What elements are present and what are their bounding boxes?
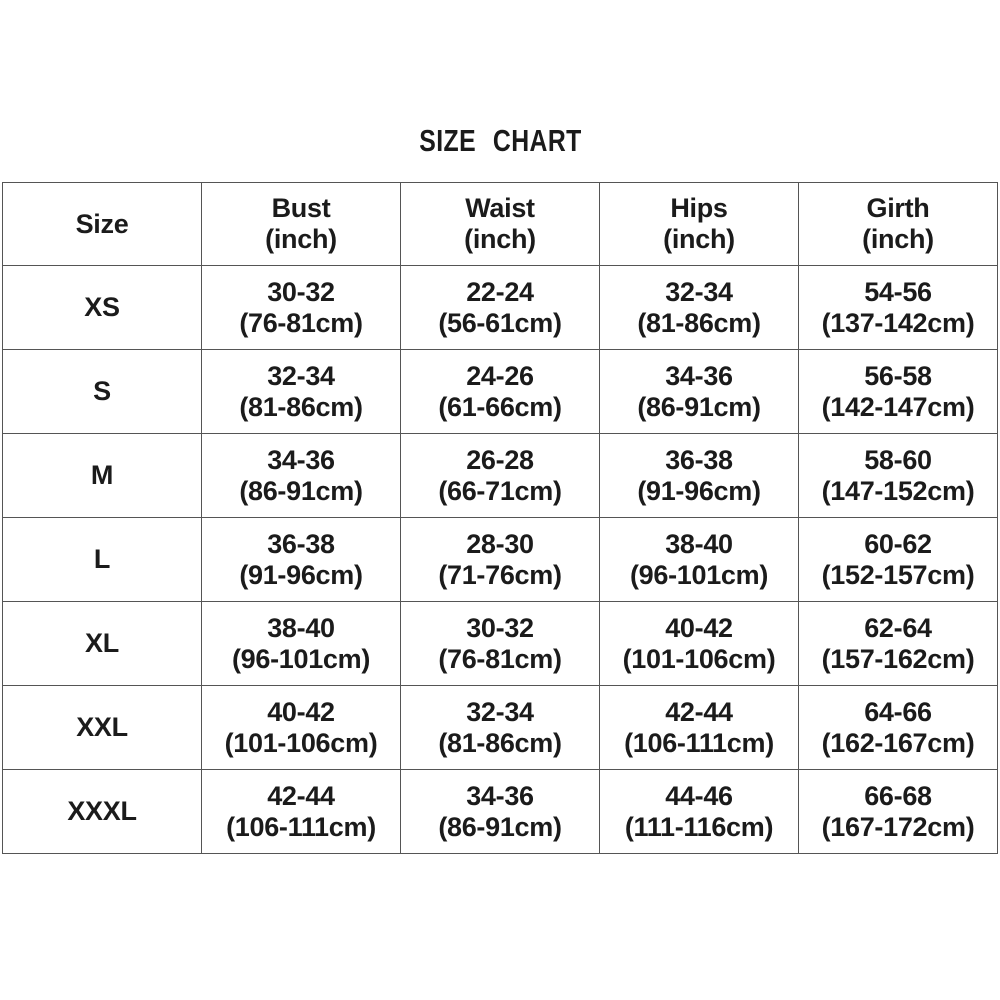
hips-inch-range: 42-44: [665, 696, 733, 727]
size-label: XL: [85, 628, 119, 658]
table-row: [3, 434, 998, 518]
size-chart-table: [2, 182, 998, 854]
table-header: [3, 183, 998, 266]
waist-inch-range: 34-36: [466, 780, 534, 811]
girth-inch-range: 62-64: [864, 612, 932, 643]
girth-inch-range: 64-66: [864, 696, 932, 727]
size-cell: [3, 350, 202, 434]
hips-cell: [600, 350, 799, 434]
hips-cm-range: (96-101cm): [629, 559, 769, 590]
hips-inch-range: 32-34: [665, 276, 733, 307]
girth-cell: [799, 686, 998, 770]
hips-inch-range: 44-46: [665, 780, 733, 811]
column-unit-hips: (inch): [663, 224, 735, 254]
bust-inch-range: 32-34: [267, 360, 335, 391]
hips-cell: [600, 602, 799, 686]
girth-cm-range: (142-147cm): [821, 391, 975, 422]
bust-cm-range: (76-81cm): [239, 307, 363, 338]
hips-cm-range: (81-86cm): [637, 307, 761, 338]
hips-cell: [600, 686, 799, 770]
waist-cm-range: (56-61cm): [438, 307, 562, 338]
header-row: [3, 183, 998, 266]
girth-inch-range: 54-56: [864, 276, 932, 307]
waist-cm-range: (71-76cm): [438, 559, 562, 590]
table-row: [3, 770, 998, 854]
size-cell: [3, 266, 202, 350]
column-header-waist: [401, 183, 600, 266]
hips-inch-range: 38-40: [665, 528, 733, 559]
bust-cell: [202, 770, 401, 854]
hips-inch-range: 36-38: [665, 444, 733, 475]
table-body: [3, 266, 998, 854]
hips-cm-range: (86-91cm): [637, 391, 761, 422]
girth-cell: [799, 434, 998, 518]
column-label-waist: Waist: [465, 193, 535, 223]
hips-inch-range: 34-36: [665, 360, 733, 391]
size-cell: [3, 770, 202, 854]
page-title: [0, 0, 1000, 158]
bust-inch-range: 38-40: [267, 612, 335, 643]
girth-cell: [799, 266, 998, 350]
hips-cm-range: (91-96cm): [637, 475, 761, 506]
girth-cm-range: (162-167cm): [821, 727, 975, 758]
table-row: [3, 518, 998, 602]
hips-cell: [600, 518, 799, 602]
girth-cell: [799, 602, 998, 686]
girth-inch-range: 60-62: [864, 528, 932, 559]
bust-cm-range: (106-111cm): [226, 811, 376, 842]
hips-cm-range: (111-116cm): [624, 811, 774, 842]
size-cell: [3, 686, 202, 770]
waist-cell: [401, 686, 600, 770]
bust-cell: [202, 602, 401, 686]
bust-inch-range: 42-44: [267, 780, 335, 811]
hips-cell: [600, 434, 799, 518]
waist-cm-range: (86-91cm): [438, 811, 562, 842]
page-title-text: SIZE CHART: [418, 123, 582, 158]
size-label: XXXL: [67, 796, 137, 826]
size-label: XS: [84, 292, 120, 322]
column-header-hips: [600, 183, 799, 266]
waist-cell: [401, 518, 600, 602]
column-label-bust: Bust: [271, 193, 331, 223]
size-label: L: [93, 544, 111, 574]
hips-cm-range: (106-111cm): [624, 727, 774, 758]
bust-inch-range: 40-42: [267, 696, 335, 727]
girth-inch-range: 56-58: [864, 360, 932, 391]
bust-inch-range: 36-38: [267, 528, 335, 559]
bust-cm-range: (96-101cm): [231, 643, 371, 674]
column-unit-girth: (inch): [862, 224, 934, 254]
size-cell: [3, 518, 202, 602]
waist-inch-range: 32-34: [466, 696, 534, 727]
column-header-bust: [202, 183, 401, 266]
girth-cell: [799, 770, 998, 854]
table-row: [3, 686, 998, 770]
size-cell: [3, 602, 202, 686]
waist-inch-range: 22-24: [466, 276, 534, 307]
bust-cell: [202, 434, 401, 518]
bust-cell: [202, 518, 401, 602]
bust-inch-range: 34-36: [267, 444, 335, 475]
waist-inch-range: 24-26: [466, 360, 534, 391]
column-unit-bust: (inch): [265, 224, 337, 254]
column-label-size: Size: [75, 208, 129, 239]
waist-inch-range: 30-32: [466, 612, 534, 643]
girth-cm-range: (152-157cm): [821, 559, 975, 590]
column-label-hips: Hips: [670, 193, 728, 223]
girth-cm-range: (157-162cm): [821, 643, 975, 674]
size-label: M: [90, 460, 114, 490]
waist-cm-range: (61-66cm): [438, 391, 562, 422]
bust-cell: [202, 686, 401, 770]
size-label: S: [93, 376, 111, 406]
table-row: [3, 266, 998, 350]
bust-cell: [202, 350, 401, 434]
hips-cm-range: (101-106cm): [622, 643, 776, 674]
column-unit-waist: (inch): [464, 224, 536, 254]
girth-inch-range: 66-68: [864, 780, 932, 811]
bust-cm-range: (91-96cm): [239, 559, 363, 590]
table-row: [3, 602, 998, 686]
hips-inch-range: 40-42: [665, 612, 733, 643]
waist-cm-range: (66-71cm): [438, 475, 562, 506]
waist-cm-range: (81-86cm): [438, 727, 562, 758]
waist-cell: [401, 434, 600, 518]
bust-inch-range: 30-32: [267, 276, 335, 307]
girth-inch-range: 58-60: [864, 444, 932, 475]
column-header-girth: [799, 183, 998, 266]
column-header-size: [3, 183, 202, 266]
girth-cm-range: (137-142cm): [821, 307, 975, 338]
hips-cell: [600, 266, 799, 350]
bust-cm-range: (86-91cm): [239, 475, 363, 506]
girth-cell: [799, 350, 998, 434]
waist-cm-range: (76-81cm): [438, 643, 562, 674]
table-row: [3, 350, 998, 434]
waist-inch-range: 26-28: [466, 444, 534, 475]
waist-cell: [401, 602, 600, 686]
bust-cm-range: (81-86cm): [239, 391, 363, 422]
bust-cm-range: (101-106cm): [224, 727, 378, 758]
bust-cell: [202, 266, 401, 350]
size-label: XXL: [76, 712, 128, 742]
girth-cm-range: (147-152cm): [821, 475, 975, 506]
girth-cell: [799, 518, 998, 602]
waist-cell: [401, 266, 600, 350]
girth-cm-range: (167-172cm): [821, 811, 975, 842]
waist-cell: [401, 350, 600, 434]
hips-cell: [600, 770, 799, 854]
waist-cell: [401, 770, 600, 854]
column-label-girth: Girth: [866, 193, 930, 223]
size-cell: [3, 434, 202, 518]
waist-inch-range: 28-30: [466, 528, 534, 559]
